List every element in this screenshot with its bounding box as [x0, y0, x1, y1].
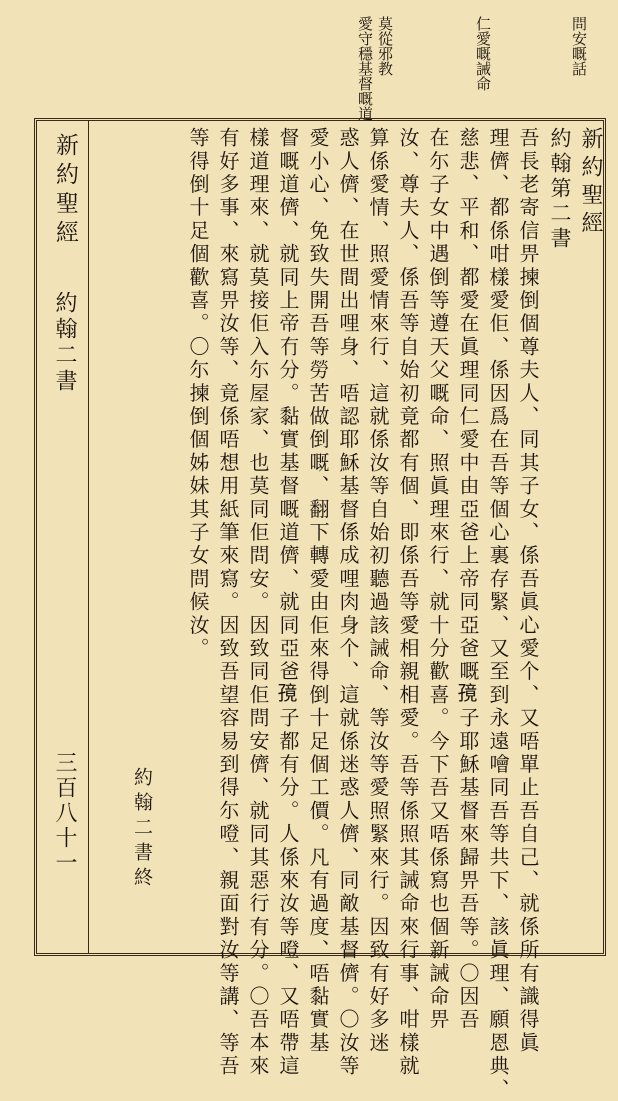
heading-warning-2: 愛守穩基督嘅道 [356, 16, 374, 121]
text-column: 樣道理來、就莫接佢入尓屋家、也莫同佢問安。因致同佢問安儕、就同其惡行有分。〇吾本來 [246, 127, 270, 1079]
text-column: 有好多事、來寫畀汝等、竟係唔想用紙筆來寫。因致吾望容易到得尓噔、親面對汝等講、等吾 [216, 127, 240, 1079]
heading-warning-1: 莫從邪教 [376, 16, 394, 76]
text-column: 督嘅道儕、就同上帝冇分。黏實基督嘅道儕、就同亞爸𫲭子都有分。人係來汝等噔、又唔帶這 [276, 127, 300, 1079]
text-column: 慈悲、平和、都愛在眞理同仁愛中由亞爸上帝同亞爸嘅𫲭子耶穌基督來歸畀吾等。〇因吾 [456, 127, 480, 1032]
text-column: 等得倒十足個歡喜。〇尓揀倒個姊妹其子女問候汝。 [186, 127, 210, 661]
text-column: 理儕、都係咁樣愛佢、係因爲在吾等個心裏存緊、又至到永遠噲同吾等共下、該眞理、願恩典、 [486, 127, 510, 1101]
text-column: 算係愛情、照愛情來行、這就係汝等自始初聽過該誡命、等汝等愛照緊來行。因致有好多迷 [366, 127, 390, 1055]
heading-greeting: 問安嘅話 [570, 16, 588, 76]
text-column: 汝、尊夫人、係吾等自始初竟都有個、即係吾等愛相親相愛。吾等係照其誡命來行事、咁樣就 [396, 127, 420, 1079]
sidebar-title: 新約聖經 [52, 133, 78, 249]
chapter-title: 約翰第二書 [548, 127, 572, 252]
page-sidebar [37, 121, 89, 953]
book-title: 新約聖經 [578, 127, 603, 239]
page-number: 三百八十一 [52, 751, 77, 876]
page-body [95, 127, 603, 1101]
marginal-headings [288, 16, 588, 126]
page-frame [34, 118, 606, 1101]
text-column: 惑人儕、在世間出哩身、唔認耶穌基督係成哩肉身个、這就係迷惑人儕、同敵基督儕。〇汝等 [336, 127, 360, 1079]
book-end-note: 約翰二書終 [131, 767, 153, 892]
text-column: 吾長老寄信畀揀倒個尊夫人、同其子女、係吾眞心愛个、又唔單止吾自己、就係所有識得眞 [516, 127, 540, 1055]
text-column: 愛小心、免致失開吾等勞苦做倒嘅、翻下轉愛由佢來得倒十足個工價。凡有過度、唔黏實基 [306, 127, 330, 1055]
sidebar-book: 約翰二書 [52, 291, 77, 395]
text-column: 在尓子女中遇倒等遵天父嘅命、照眞理來行、就十分歡喜。今下吾又唔係寫也個新誡命畀 [426, 127, 450, 1032]
heading-love-command: 仁愛嘅誡命 [474, 16, 492, 91]
